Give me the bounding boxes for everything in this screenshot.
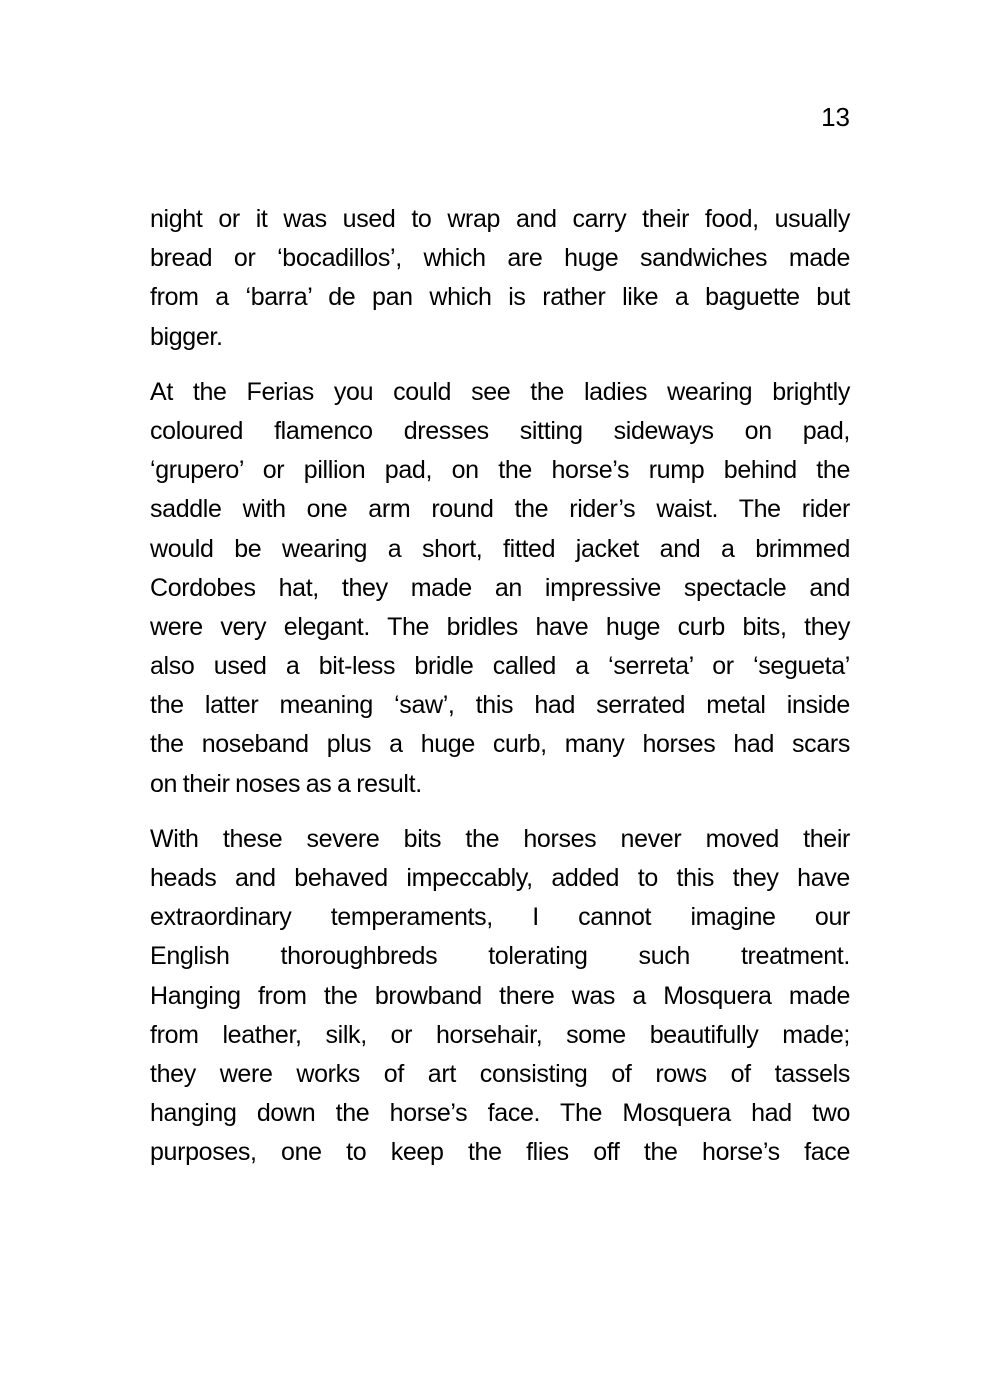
text-line: from a ‘barra’ de pan which is rather like a baguette but xyxy=(150,283,850,312)
text-line: Hanging from the browband there was a Mosquera made xyxy=(150,981,850,1010)
text-line: bigger. xyxy=(150,322,223,351)
text-line: saddle with one arm round the rider’s waist. The rider xyxy=(150,495,850,524)
text-line: With these severe bits the horses never moved their xyxy=(150,824,850,853)
text-line: English thoroughbreds tolerating such treatment. xyxy=(150,942,850,971)
text-line: also used a bit-less bridle called a ‘serreta’ or ‘segueta’ xyxy=(150,652,850,681)
text-line: they were works of art consisting of rows of tassels xyxy=(150,1059,850,1088)
text-line: extraordinary temperaments, I cannot imagine our xyxy=(150,903,850,932)
text-line: heads and behaved impeccably, added to this they have xyxy=(150,864,850,892)
text-line: ‘grupero’ or pillion pad, on the horse’s rump behind the xyxy=(150,456,850,485)
text-line: the noseband plus a huge curb, many horses had scars xyxy=(150,730,850,759)
text-line: At the Ferias you could see the ladies wearing brightly xyxy=(150,377,850,406)
text-line: night or it was used to wrap and carry their food, usually xyxy=(150,205,850,233)
page-number: 13 xyxy=(821,102,850,132)
text-line: would be wearing a short, fitted jacket and a brimmed xyxy=(150,534,850,563)
text-line: from leather, silk, or horsehair, some beautifully made; xyxy=(150,1020,850,1049)
text-line: Cordobes hat, they made an impressive spectacle and xyxy=(150,573,850,602)
text-line: hanging down the horse’s face. The Mosquera had two xyxy=(150,1099,850,1128)
text-line: bread or ‘bocadillos’, which are huge sandwiches made xyxy=(150,244,850,273)
text-line: purposes, one to keep the flies off the horse’s face xyxy=(150,1138,850,1167)
paragraph xyxy=(150,200,850,357)
text-line: coloured flamenco dresses sitting sideways on pad, xyxy=(150,416,850,445)
body-text xyxy=(150,200,850,1189)
text-line: on their noses as a result. xyxy=(150,769,422,798)
paragraph xyxy=(150,820,850,1173)
paragraph xyxy=(150,373,850,804)
text-line: were very elegant. The bridles have huge curb bits, they xyxy=(150,612,850,641)
text-line: the latter meaning ‘saw’, this had serrated metal inside xyxy=(150,691,850,720)
